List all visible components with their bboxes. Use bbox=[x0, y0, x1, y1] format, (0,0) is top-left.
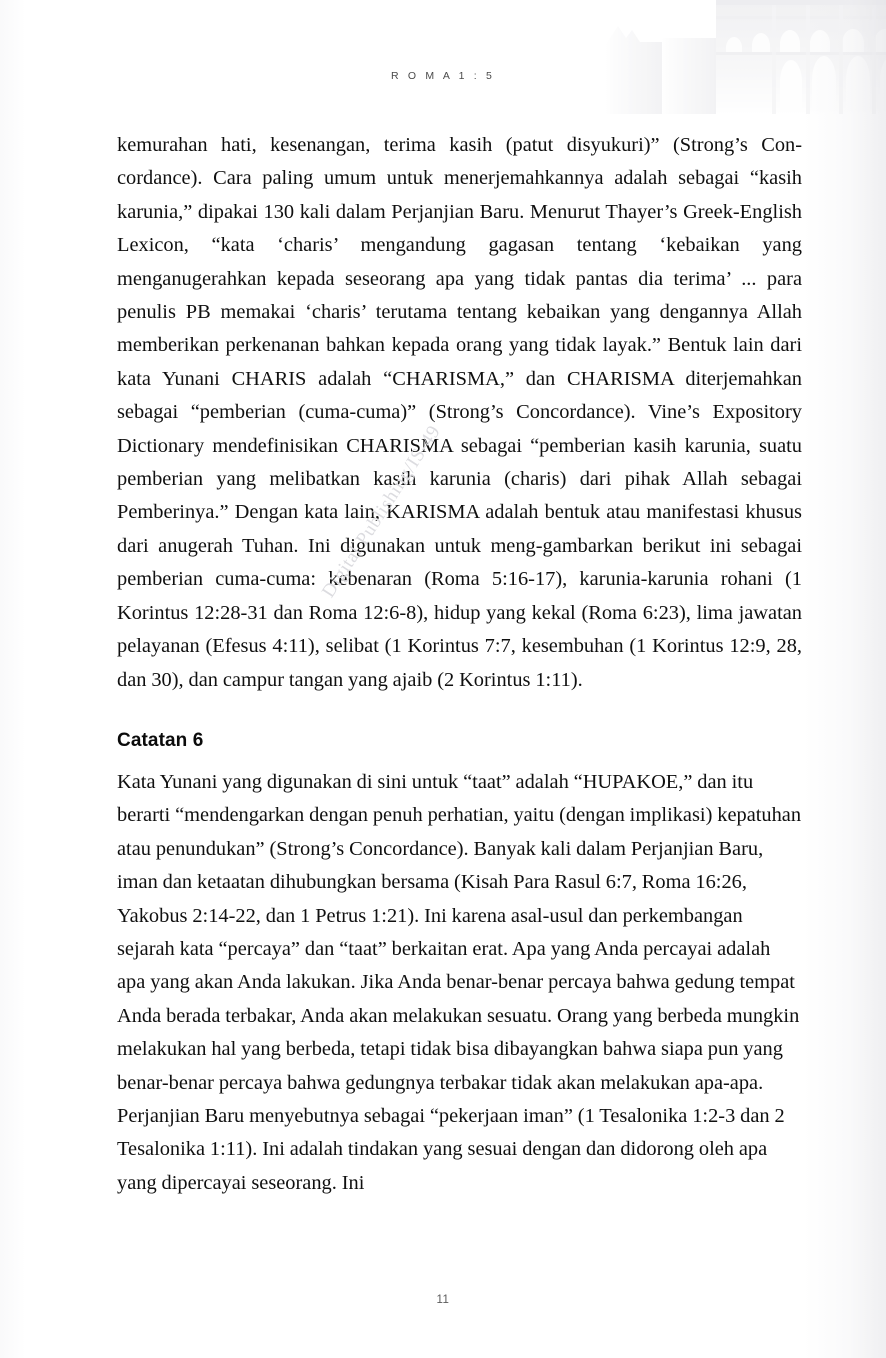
running-head: R O M A 1 : 5 bbox=[390, 70, 496, 82]
spacer bbox=[117, 756, 802, 766]
page-left-edge-shading bbox=[0, 0, 26, 1358]
colosseum-background-graphic bbox=[566, 0, 886, 114]
text-column bbox=[117, 129, 802, 1200]
paragraph-charis-charisma: kemurahan hati, kesenangan, terima kasih (patut disyukuri)” (Strong’s Con-cordance). Cara paling umum untuk menerjemahkannya adalah sebagai “kasih karunia,” dipakai 130 kali dalam Perjanjian Baru. Menurut Thayer’s Greek-English Lexicon, “kata ‘charis’ mengandung gagasan tentang ‘kebaikan yang menganugerahkan kepada seseorang apa yang tidak pantas dia terima’ ... para penulis PB memakai ‘charis’ terutama tentang kebaikan yang dengannya Allah memberikan perkenanan bahkan kepada orang yang tidak layak.” Bentuk lain dari kata Yunani CHARIS adalah “CHARISMA,” dan CHARISMA diterjemahkan sebagai “pemberian (cuma-cuma)” (Strong’s Concordance). Vine’s Expository Dictionary mendefinisikan CHARISMA sebagai “pemberian kasih karunia, suatu pemberian yang melibatkan kasih karunia (charis) dari pihak Allah sebagai Pemberinya.” Dengan kata lain, KARISMA adalah bentuk atau manifestasi khusus dari anugerah Tuhan. Ini digunakan untuk meng-gambarkan berikut ini sebagai pemberian cuma-cuma: kebenaran (Roma 5:16-17), karunia-karunia rohani (1 Korintus 12:28-31 dan Roma 12:6-8), hidup yang kekal (Roma 6:23), lima jawatan pelayanan (Efesus 4:11), selibat (1 Korintus 7:7, kesembuhan (1 Korintus 12:9, 28, dan 30), dan campur tangan yang ajaib (2 Korintus 1:11). bbox=[117, 134, 802, 691]
page-number: 11 bbox=[436, 1294, 450, 1306]
publisher-watermark: Digital Publishing/IS-49 bbox=[318, 421, 445, 602]
page-right-edge-shading bbox=[804, 0, 886, 1358]
section-heading-catatan-6: Catatan 6 bbox=[117, 729, 204, 751]
paragraph-hupakoe: Kata Yunani yang digunakan di sini untuk “taat” adalah “HUPAKOE,” dan itu berarti “mendengarkan dengan penuh perhatian, yaitu (dengan implikasi) kepatuhan atau penundukan” (Strong’s Concordance). Banyak kali dalam Perjanjian Baru, iman dan ketaatan dihubungkan bersama (Kisah Para Rasul 6:7, Roma 16:26, Yakobus 2:14-22, dan 1 Petrus 1:21). Ini karena asal-usul dan perkembangan sejarah kata “percaya” dan “taat” berkaitan erat. Apa yang Anda percayai adalah apa yang akan Anda lakukan. Jika Anda benar-benar percaya bahwa gedung tempat Anda berada terbakar, Anda akan melakukan sesuatu. Orang yang berbeda mungkin melakukan hal yang berbeda, tetapi tidak bisa dibayangkan bahwa siapa pun yang benar-benar percaya bahwa gedungnya terbakar tidak akan melakukan apa-apa. Perjanjian Baru menyebutnya sebagai “pekerjaan iman” (1 Tesalonika 1:2-3 dan 2 Tesalonika 1:11). Ini adalah tindakan yang sesuai dengan dan didorong oleh apa yang dipercayai seseorang. Ini bbox=[117, 770, 802, 1194]
spacer bbox=[117, 697, 802, 726]
